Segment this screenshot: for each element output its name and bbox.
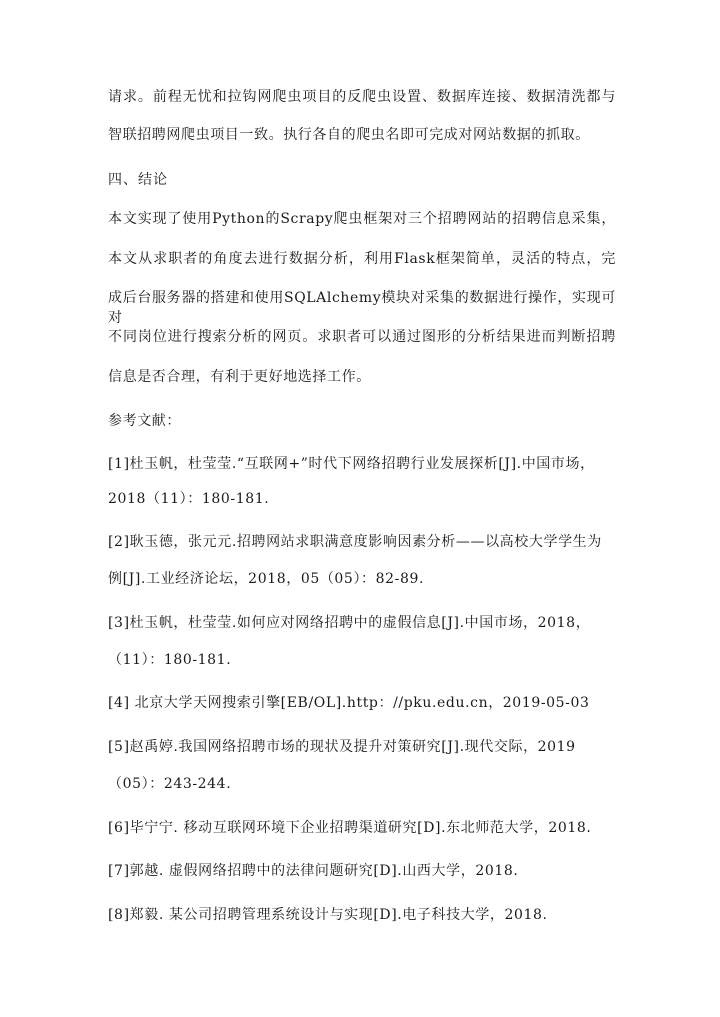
reference-line: [5]赵禹婷.我国网络招聘市场的现状及提升对策研究[J].现代交际，2019: [108, 739, 576, 755]
reference-line: [2]耿玉德，张元元.招聘网站求职满意度影响因素分析——以高校大学学生为: [108, 534, 602, 550]
reference-line: [6]毕宁宁. 移动互联网环境下企业招聘渠道研究[D].东北师范大学，2018.: [108, 820, 592, 836]
conclusion-heading: 四、结论: [108, 172, 168, 188]
conclusion-line: 本文实现了使用Python的Scrapy爬虫框架对三个招聘网站的招聘信息采集，: [108, 211, 616, 227]
reference-line: [1]杜玉帆，杜莹莹.“互联网+”时代下网络招聘行业发展探析[J].中国市场，: [108, 456, 595, 472]
conclusion-line: 不同岗位进行搜索分析的网页。求职者可以通过图形的分析结果进而判断招聘: [108, 329, 616, 345]
conclusion-line: 成后台服务器的搭建和使用SQLAlchemy模块对采集的数据进行操作，实现可对: [108, 290, 616, 326]
reference-line: [7]郭越. 虚假网络招聘中的法律问题研究[D].山西大学，2018.: [108, 863, 519, 879]
conclusion-line: 信息是否合理，有利于更好地选择工作。: [108, 369, 371, 385]
reference-line: [4] 北京大学天网搜索引擎[EB/OL].http：//pku.edu.cn，2019-05-03: [108, 695, 590, 711]
conclusion-line: 本文从求职者的角度去进行数据分析，利用Flask框架简单，灵活的特点，完: [108, 251, 616, 267]
reference-line: （11）：180-181.: [108, 652, 232, 668]
body-paragraph-line: 请求。前程无忧和拉钩网爬虫项目的反爬虫设置、数据库连接、数据清洗都与: [108, 89, 616, 105]
reference-line: （05）：243-244.: [108, 776, 232, 792]
reference-line: [8]郑毅. 某公司招聘管理系统设计与实现[D].电子科技大学，2018.: [108, 907, 548, 923]
reference-line: 例[J].工业经济论坛，2018，05（05）：82-89.: [108, 571, 425, 587]
reference-line: [3]杜玉帆，杜莹莹.如何应对网络招聘中的虚假信息[J].中国市场，2018，: [108, 615, 591, 631]
body-paragraph-line: 智联招聘网爬虫项目一致。执行各自的爬虫名即可完成对网站数据的抓取。: [108, 127, 590, 143]
reference-line: 2018（11）：180-181.: [108, 491, 270, 507]
references-heading: 参考文献：: [108, 413, 181, 429]
